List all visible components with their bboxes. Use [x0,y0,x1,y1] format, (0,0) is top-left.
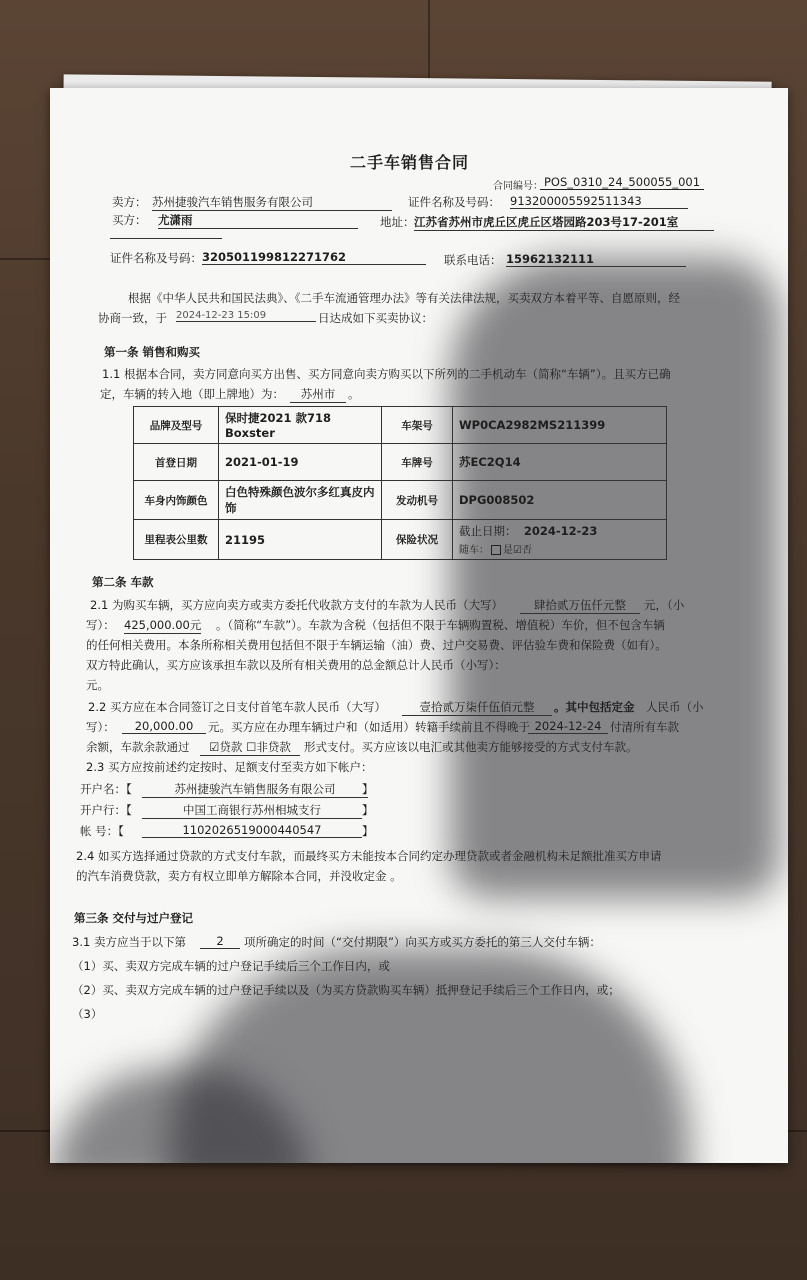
wood-seam [428,0,430,80]
section1-title: 第一条 销售和购买 [104,345,201,359]
mileage-label: 里程表公里数 [134,520,219,560]
section3-title: 第三条 交付与过户登记 [74,911,194,925]
s2-2-f: 付清所有车款 [610,720,679,734]
page-title: 二手车销售合同 [350,153,470,172]
section1-1-line1: 1.1 根据本合同，卖方同意向买方出售、买方同意向卖方购买以下所列的二手机动车（简称“车辆”）。且买方已确 [102,367,671,381]
buyer-address: 江苏省苏州市虎丘区虎丘区塔园路203号17-201室 [414,214,714,231]
address-label: 地址： [380,215,415,229]
plate-value: 苏EC2Q14 [453,444,667,481]
acct-name-label: 开户名：【 [80,782,132,796]
hand-shadow [450,258,780,898]
checkbox-empty-icon [491,545,501,555]
bracket-close: 】 [362,782,374,796]
vin-value: WP0CA2982MS211399 [453,407,667,444]
buyer-label: 买方： [112,213,147,227]
s2-2-g: 余额，车款余款通过 [86,740,190,754]
s2-3: 2.3 买方应按前述约定按时、足额支付至卖方如下帐户： [86,760,373,774]
payment-method: ☑贷款 ☐非贷款 [200,739,300,756]
vin-label: 车架号 [382,407,453,444]
phone-label: 联系电话： [444,253,502,267]
insurance-value [453,520,667,560]
acct-bank: 中国工商银行苏州相城支行 [142,802,362,819]
vehicle-info-table [133,406,667,560]
s3-1-a: 3.1 卖方应当于以下第 [72,935,186,949]
buyer-id: 320501199812271762 [202,250,426,265]
s2-1-g: 元。 [86,678,109,692]
insurance-label: 保险状况 [382,520,453,560]
follow-label: 随车： [459,545,489,556]
reg-label: 首登日期 [134,444,219,481]
section1-1-line2: 定，车辆的转入地（即上牌地）为： [100,387,284,401]
acct-name: 苏州捷骏汽车销售服务有限公司 [142,781,368,798]
s2-1-f: 双方特此确认，买方应该承担车款以及所有相关费用的总金额总计人民币（小写）： [86,658,506,672]
color-value [219,481,382,520]
mileage-value: 21195 [219,520,382,560]
bracket-close: 】 [362,803,374,817]
s2-1-a: 2.1 为购买车辆，买方应向卖方或卖方委托代收款方支付的车款为人民币（大写） [90,598,503,612]
acct-bank-label: 开户行：【 [80,803,132,817]
bracket-close: 】 [362,824,374,838]
color-line1: 白色特殊颜色波尔多红真皮内 [225,485,375,499]
buyer-phone: 15962132111 [506,252,686,267]
checkbox-checked-icon: ☑ [513,545,522,556]
balance-deadline: 2024-12-24 [528,719,608,734]
acct-no: 1102026519000440547 [142,823,362,838]
s2-2-d: 写）： [86,720,115,734]
acct-no-label: 帐 号：【 [80,824,124,838]
s3-opt1: （1）买、卖双方完成车辆的过户登记手续后三个工作日内，或 [72,959,390,973]
no-label: 否 [521,545,532,556]
reg-value: 2021-01-19 [219,444,382,481]
engine-label: 发动机号 [382,481,453,520]
insurance-expiry: 2024-12-23 [523,524,598,538]
engine-value: DPG008502 [453,481,667,520]
buyer-id-label: 证件名称及号码： [110,251,202,265]
s2-4-a: 2.4 如买方选择通过贷款的方式支付车款，而最终买方未能按本合同约定办理贷款或者金融机构未足额批准买方申请 [76,849,662,863]
s2-1-e: 的任何相关费用。本条所称相关费用包括但不限于车辆运输（油）费、过户交易费、评估验车费和保险费（如有）。 [86,638,667,652]
first-payment-upper: 壹拾贰万柒仟伍佰元整 [402,699,552,716]
preamble-line1: 根据《中华人民共和国民法典》、《二手车流通管理办法》等有关法律法规，买卖双方本着平等、自愿原则，经 [128,291,680,305]
brand-line1: 保时捷2021 款718 [225,411,332,425]
plate-label: 车牌号 [382,444,453,481]
brand-line2: Boxster [225,426,275,440]
insurance-expiry-label: 截止日期： [459,524,517,538]
seller-id-label: 证件名称及号码： [408,195,500,209]
contract-no: POS_0310_24_500055_001 [540,175,704,190]
contract-no-label: 合同编号： [493,181,543,192]
preamble-line2a: 协商一致，于 [98,311,167,325]
color-line2: 饰 [225,501,237,515]
s3-opt2: （2）买、卖双方完成车辆的过户登记手续以及（为买方贷款购买车辆）抵押登记手续后三个工作日内，或； [72,983,620,997]
price-amount: 425,000.00元 [124,618,202,632]
contract-page [50,88,788,1163]
deposit-amount: 20,000.00 [122,719,206,734]
brand-label: 品牌及型号 [134,407,219,444]
preamble-line2b: 日达成如下买卖协议： [318,311,433,325]
transfer-city: 苏州市 [290,386,346,403]
s2-1-c: 写）： [86,618,115,632]
buyer-name: 尤潇雨 [158,212,358,229]
period: 。 [348,387,360,401]
seller-label: 卖方： [112,195,147,209]
yes-label: 是 [503,545,513,556]
seller-name: 苏州捷骏汽车销售服务有限公司 [152,194,392,211]
s2-4-b: 的汽车消费贷款，卖方有权立即单方解除本合同，并没收定金 。 [76,869,402,883]
sign-date: 2024-12-23 15:09 [176,310,316,322]
s2-2-b: 。其中包括定金 [554,700,635,714]
brand-value [219,407,382,444]
s2-1-d: 。（简称“车款”）。车款为含税（包括但不限于车辆购置税、增值税）车价，但不包含车辆 [216,618,665,632]
s2-2-c: 人民币（小 [646,700,704,714]
seller-id: 913200005592511343 [510,194,688,209]
price-upper: 肆拾贰万伍仟元整 [520,597,640,614]
s3-opt3: （3） [72,1007,103,1021]
blank-line [110,238,222,239]
s3-1-b: 项所确定的时间（“交付期限”）向买方或买方委托的第三人交付车辆： [244,935,601,949]
section2-title: 第二条 车款 [92,575,154,589]
color-label: 车身内饰颜色 [134,481,219,520]
s2-2-a: 2.2 买方应在本合同签订之日支付首笔车款人民币（大写） [88,700,386,714]
s2-2-h: 形式支付。买方应该以电汇或其他卖方能够接受的方式支付车款。 [304,740,638,754]
delivery-item: 2 [200,934,240,949]
s2-1-b: 元，（小 [644,598,685,612]
s2-2-e: 元。买方应在办理车辆过户和（如适用）转籍手续前且不得晚于 [208,720,530,734]
